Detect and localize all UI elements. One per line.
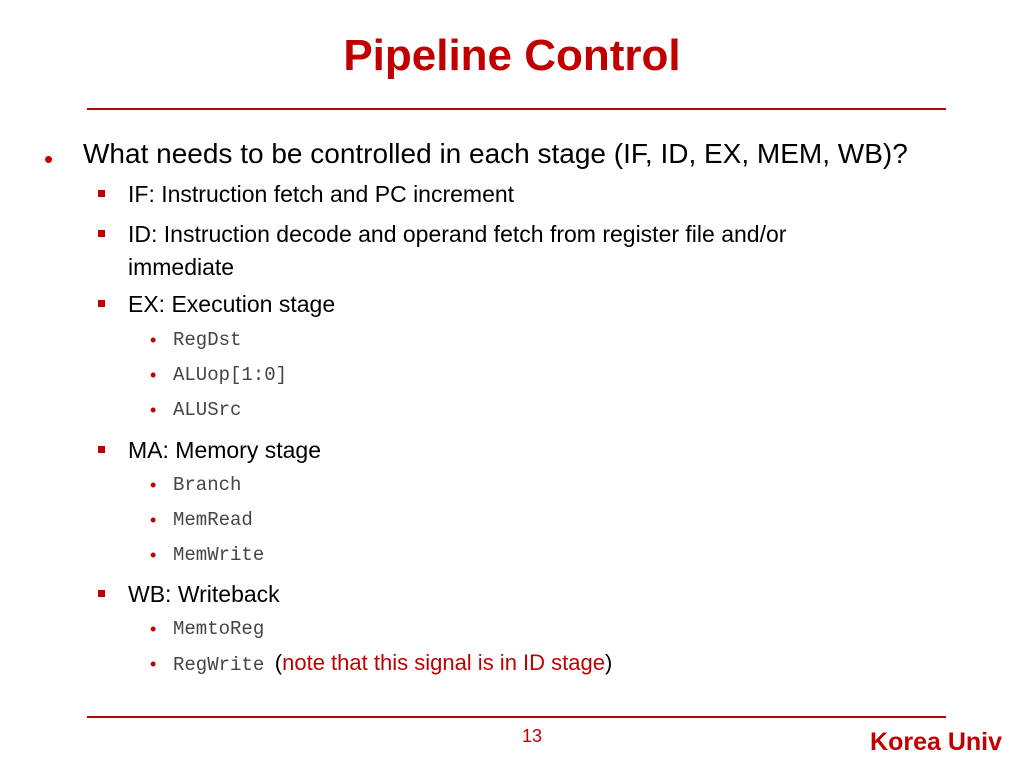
slide-title: Pipeline Control xyxy=(343,31,681,80)
small-bullet-icon: • xyxy=(150,475,157,495)
page-number: 13 xyxy=(521,726,543,746)
small-bullet-icon: • xyxy=(150,365,157,385)
note-close-paren: ) xyxy=(604,650,613,675)
signal-regdst: RegDst xyxy=(173,329,242,351)
square-bullet-icon xyxy=(98,300,105,307)
note-open-paren: ( xyxy=(274,650,283,675)
note-text: note that this signal is in ID stage xyxy=(282,650,605,675)
stage-ex-label: EX: Execution stage xyxy=(128,291,336,317)
signal-branch: Branch xyxy=(173,474,242,496)
bottom-divider xyxy=(87,716,946,718)
regwrite-note xyxy=(269,650,613,675)
square-bullet-icon xyxy=(98,446,105,453)
stage-ma-label: MA: Memory stage xyxy=(128,437,321,463)
square-bullet-icon xyxy=(98,190,105,197)
top-divider xyxy=(87,108,946,110)
signal-memtoreg: MemtoReg xyxy=(173,618,265,640)
square-bullet-icon xyxy=(98,590,105,597)
brand-footer: Korea Univ xyxy=(870,728,1002,756)
main-bullet-text: What needs to be controlled in each stage (IF, ID, EX, MEM, WB)? xyxy=(83,138,908,169)
signal-memread: MemRead xyxy=(173,509,253,531)
stage-id-label: ID: Instruction decode and operand fetch from register file and/or xyxy=(128,221,787,247)
stage-if-label: IF: Instruction fetch and PC increment xyxy=(128,181,515,207)
signal-memwrite: MemWrite xyxy=(173,544,265,566)
stage-wb-label: WB: Writeback xyxy=(128,581,280,607)
small-bullet-icon: • xyxy=(150,545,157,565)
square-bullet-icon xyxy=(98,230,105,237)
bullet-dot-icon: • xyxy=(44,144,54,174)
small-bullet-icon: • xyxy=(150,619,157,639)
small-bullet-icon: • xyxy=(150,400,157,420)
stage-id-label-continued: immediate xyxy=(128,254,235,280)
signal-alusrc: ALUSrc xyxy=(173,399,242,421)
signal-aluop: ALUop[1:0] xyxy=(173,364,288,386)
regwrite-row xyxy=(173,650,612,676)
small-bullet-icon: • xyxy=(150,330,157,350)
small-bullet-icon: • xyxy=(150,654,157,674)
small-bullet-icon: • xyxy=(150,510,157,530)
signal-regwrite: RegWrite xyxy=(173,654,265,676)
